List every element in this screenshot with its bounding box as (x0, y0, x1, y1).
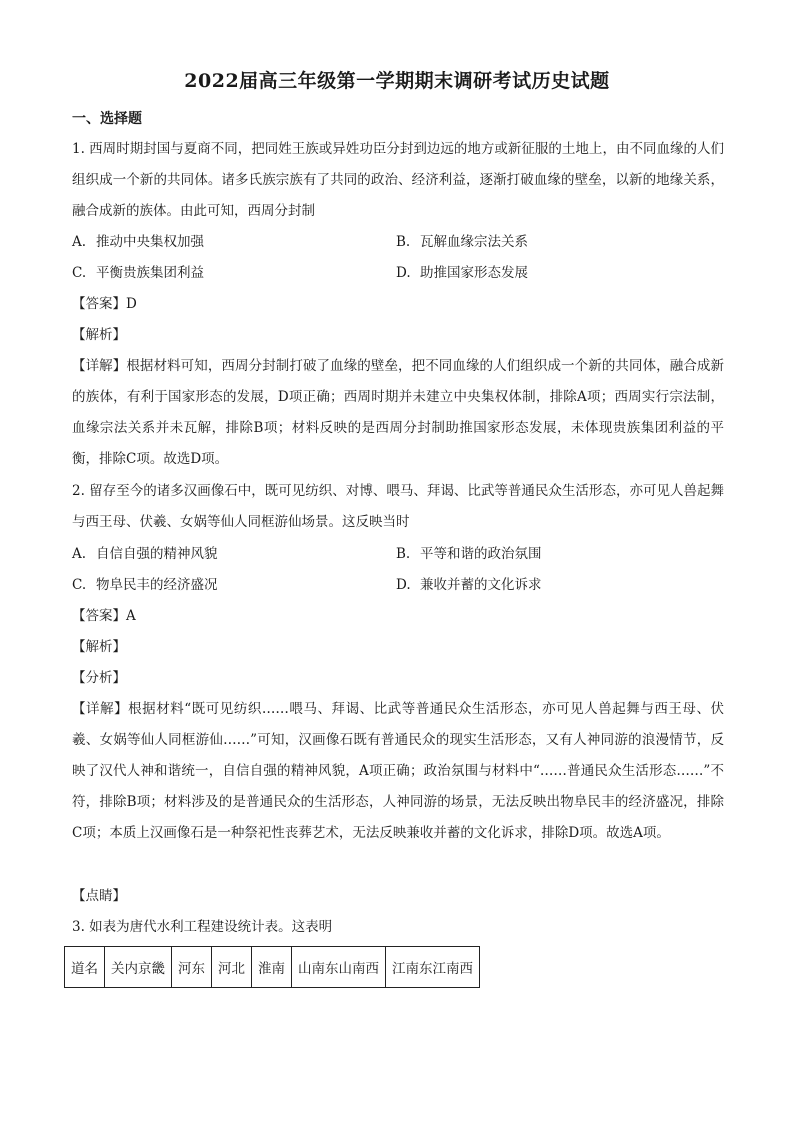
option-text: 物阜民丰的经济盛况 (96, 577, 218, 593)
question-2-stem: 2. 留存至今的诸多汉画像石中，既可见纺织、对博、喂马、拜谒、比武等普通民众生活形态，亦可见人兽起舞与西王母、伏羲、女娲等仙人同框游仙场景。这反映当时 (72, 483, 724, 530)
option-letter: B. (396, 546, 411, 562)
q1-option-b[interactable] (396, 227, 528, 258)
option-text: 兼收并蓄的文化诉求 (420, 577, 542, 593)
q1-option-a[interactable] (72, 227, 204, 258)
option-text: 平等和谐的政治氛围 (420, 546, 542, 562)
question-1-stem: 1. 西周时期封国与夏商不同，把同姓王族或异姓功臣分封到边远的地方或新征服的土地上，由不同血缘的人们组织成一个新的共同体。诸多氏族宗族有了共同的政治、经济利益，逐渐打破血缘的壁垒，以新的地缘关系，融合成新的族体。由此可知，西周分封制 (72, 141, 724, 219)
option-letter: B. (396, 234, 411, 250)
question-3-stem: 3. 如表为唐代水利工程建设统计表。这表明 (72, 919, 333, 935)
table-header-cell: 河东 (172, 947, 212, 988)
table-header-cell: 道名 (65, 947, 105, 988)
option-text: 自信自强的精神风貌 (96, 546, 218, 562)
option-letter: D. (396, 577, 411, 593)
option-text: 助推国家形态发展 (420, 265, 528, 281)
table-header-cell: 江南东江南西 (386, 947, 480, 988)
option-letter: C. (72, 577, 87, 593)
option-text: 瓦解血缘宗法关系 (420, 234, 528, 250)
q2-option-c[interactable] (72, 570, 218, 601)
q1-answer: 【答案】D (72, 296, 137, 312)
option-letter: C. (72, 265, 87, 281)
q2-dianjing-label: 【点睛】 (72, 888, 126, 904)
q1-analysis-label: 【解析】 (72, 327, 126, 343)
table-header-cell: 关内京畿 (105, 947, 172, 988)
option-letter: D. (396, 265, 411, 281)
q2-fenxi-label: 【分析】 (72, 670, 126, 686)
page-title: 2022届高三年级第一学期期末调研考试历史试题 (184, 70, 610, 92)
option-letter: A. (72, 546, 87, 562)
q2-answer: 【答案】A (72, 608, 136, 624)
option-letter: A. (72, 234, 87, 250)
table-header-cell: 淮南 (252, 947, 292, 988)
table-header-row (65, 947, 480, 988)
q2-option-b[interactable] (396, 539, 542, 570)
section-heading: 一、选择题 (72, 111, 142, 127)
table-header-cell: 山南东山南西 (292, 947, 386, 988)
option-text: 平衡贵族集团利益 (96, 265, 204, 281)
q1-option-c[interactable] (72, 258, 204, 289)
q2-option-d[interactable] (396, 570, 542, 601)
water-conservancy-table (64, 946, 480, 988)
q1-detail: 【详解】根据材料可知，西周分封制打破了血缘的壁垒，把不同血缘的人们组织成一个新的共同体，融合成新的族体，有利于国家形态的发展，D项正确；西周时期并未建立中央集权体制，排除A项；西周实行宗法制，血缘宗法关系并未瓦解，排除B项；材料反映的是西周分封制助推国家形态发展，未体现贵族集团利益的平衡，排除C项。故选D项。 (72, 358, 724, 467)
option-text: 推动中央集权加强 (96, 234, 204, 250)
q2-option-a[interactable] (72, 539, 218, 570)
q2-analysis-label: 【解析】 (72, 639, 126, 655)
q1-option-d[interactable] (396, 258, 528, 289)
q2-detail: 【详解】根据材料“既可见纺织……喂马、拜谒、比武等普通民众生活形态，亦可见人兽起舞与西王母、伏羲、女娲等仙人同框游仙……”可知，汉画像石既有普通民众的现实生活形态，又有人神同游的浪漫情节，反映了汉代人神和谐统一，自信自强的精神风貌，A项正确；政治氛围与材料中“……普通民众生活形态……”不符，排除B项；材料涉及的是普通民众的生活形态，人神同游的场景，无法反映出物阜民丰的经济盛况，排除C项；本质上汉画像石是一种祭祀性丧葬艺术，无法反映兼收并蓄的文化诉求，排除D项。故选A项。 (72, 701, 724, 841)
table-header-cell: 河北 (212, 947, 252, 988)
